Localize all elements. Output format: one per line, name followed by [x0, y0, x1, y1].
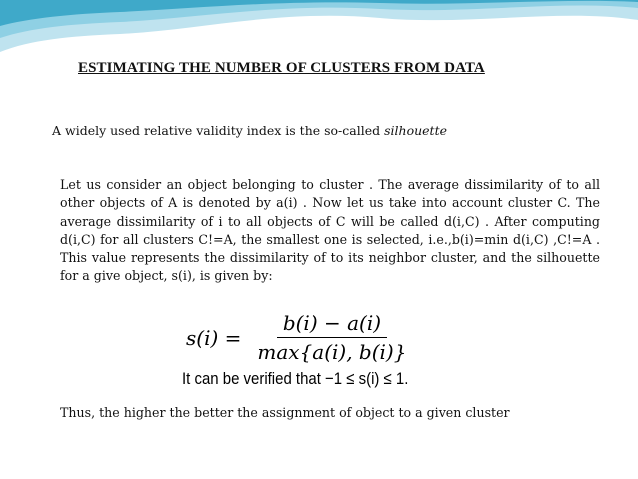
silhouette-formula: [168, 303, 450, 399]
closing-line: Thus, the higher the better the assignment of object to a given cluster: [60, 405, 510, 420]
formula-numerator: b(i) − a(i): [277, 311, 387, 338]
formula-equation: [186, 311, 406, 364]
formula-denominator: max{a(i), b(i)}: [257, 340, 407, 364]
formula-fraction: [257, 311, 406, 364]
definition-paragraph: Let us consider an object belonging to cluster . The average dissimilarity of to all other objects of A is denoted by a(i) . Now let us take into account cluster C. The average dissimilarity of i to all objects of C will be called d(i,C) . After computing d(i,C) for all clusters C!=A, the smallest one is selected, i.e.,b(i)=min d(i,C) ,C!=A . This value represents the dissimilarity of to its neighbor cluster, and the silhouette for a give object, s(i), is given by:: [60, 177, 600, 284]
intro-term: silhouette: [384, 123, 447, 138]
header-wave-decoration: [0, 0, 638, 60]
intro-text: A widely used relative validity index is the so-called: [52, 123, 385, 138]
formula-bound: It can be verified that −1 ≤ s(i) ≤ 1.: [182, 369, 409, 388]
slide-title: ESTIMATING THE NUMBER OF CLUSTERS FROM DATA: [78, 60, 485, 76]
intro-line: [52, 123, 612, 138]
formula-lhs: s(i) =: [186, 325, 242, 350]
